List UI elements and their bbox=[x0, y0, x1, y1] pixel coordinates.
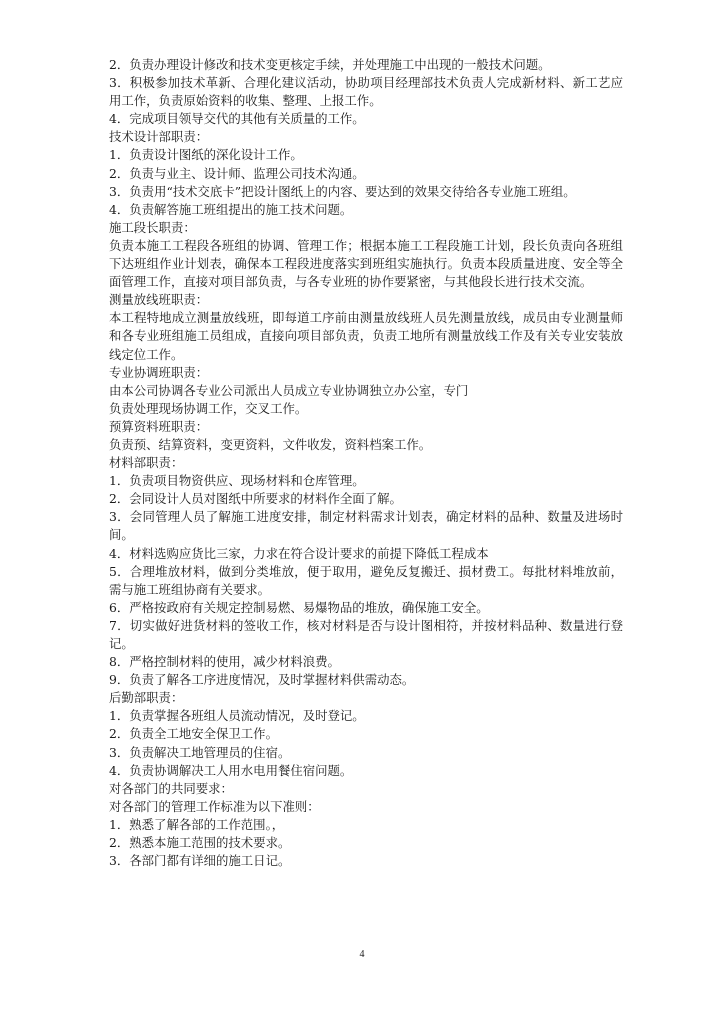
paragraph: 4．完成项目领导交代的其他有关质量的工作。 bbox=[109, 111, 365, 127]
paragraph: 负责处理现场协调工作，交叉工作。 bbox=[109, 400, 308, 416]
paragraph: 2．负责办理设计修改和技术变更核定手续，并处理施工中出现的一般技术问题。 bbox=[109, 57, 551, 72]
paragraph: 测量放线班职责： bbox=[109, 292, 209, 308]
paragraph: 4．负责协调解决工人用水电用餐住宿问题。 bbox=[109, 762, 353, 778]
paragraph: 技术设计部职责： bbox=[109, 129, 209, 145]
paragraph: 8．严格控制材料的使用，减少材料浪费。 bbox=[109, 654, 340, 670]
paragraph: 4．材料选购应货比三家，力求在符合设计要求的前提下降低工程成本 bbox=[109, 545, 489, 561]
paragraph: 对各部门的共同要求： bbox=[109, 780, 233, 796]
paragraph: 专业协调班职责： bbox=[109, 364, 209, 380]
paragraph: 3．会同管理人员了解施工进度安排，制定材料需求计划表，确定材料的品种、数量及进场时间。 bbox=[109, 509, 623, 543]
paragraph: 负责本施工工程段各班组的协调、管理工作；根据本施工工程段施工计划，段长负责向各班组下达班组作业计划表，确保本工程段进度落实到班组实施执行。负责本段质量进度、安全等全面管理工作，直接对项目部负责，与各专业班的协作要紧密，与其他段长进行技术交流。 bbox=[109, 237, 623, 290]
paragraph: 由本公司协调各专业公司派出人员成立专业协调独立办公室，专门 bbox=[109, 382, 469, 398]
paragraph: 2．负责全工地安全保卫工作。 bbox=[109, 726, 278, 742]
paragraph: 预算资料班职责： bbox=[109, 418, 209, 434]
paragraph: 本工程特地成立测量放线班，即每道工序前由测量放线班人员先测量放线，成员由专业测量师和各专业班组施工员组成，直接向项目部负责，负责工地所有测量放线工作及有关专业安装放线定位工作。 bbox=[109, 310, 623, 362]
paragraph: 3．负责用“技术交底卡”把设计图纸上的内容、要达到的效果交待给各专业施工班组。 bbox=[109, 183, 576, 199]
paragraph: 对各部门的管理工作标准为以下准则： bbox=[109, 798, 320, 814]
paragraph: 负责预、结算资料，变更资料，文件收发，资料档案工作。 bbox=[109, 436, 432, 452]
paragraph: 2．会同设计人员对图纸中所要求的材料作全面了解。 bbox=[109, 491, 402, 507]
paragraph: 1．负责掌握各班组人员流动情况，及时登记。 bbox=[109, 708, 365, 724]
paragraph: 1．负责设计图纸的深化设计工作。 bbox=[109, 147, 303, 163]
paragraph: 5．合理堆放材料，做到分类堆放，便于取用，避免反复搬迁、损材费工。每批材料堆放前，需与施工班组协商有关要求。 bbox=[109, 563, 623, 597]
paragraph: 1．熟悉了解各部的工作范围。， bbox=[109, 816, 285, 832]
paragraph: 施工段长职责： bbox=[109, 219, 196, 235]
paragraph: 后勤部职责： bbox=[109, 690, 184, 706]
paragraph: 3．各部门都有详细的施工日记。 bbox=[109, 853, 291, 869]
paragraph: 4．负责解答施工班组提出的施工技术问题。 bbox=[109, 201, 353, 217]
paragraph: 3．积极参加技术革新、合理化建议活动，协助项目经理部技术负责人完成新材料、新工艺应用工作，负责原始资料的收集、整理、上报工作。 bbox=[109, 75, 623, 109]
paragraph: 材料部职责： bbox=[109, 455, 184, 471]
paragraph: 2．负责与业主、设计师、监理公司技术沟通。 bbox=[109, 165, 365, 181]
paragraph: 7．切实做好进货材料的签收工作，核对材料是否与设计图相符，并按材料品种、数量进行登记。 bbox=[109, 617, 623, 651]
paragraph: 6．严格按政府有关规定控制易燃、易爆物品的堆放，确保施工安全。 bbox=[109, 599, 489, 615]
page-number: 4 bbox=[359, 949, 365, 960]
paragraph: 3．负责解决工地管理员的住宿。 bbox=[109, 744, 291, 760]
paragraph: 9．负责了解各工序进度情况，及时掌握材料供需动态。 bbox=[109, 672, 415, 688]
paragraph: 2．熟悉本施工范围的技术要求。 bbox=[109, 835, 291, 851]
document-body bbox=[109, 56, 623, 870]
paragraph: 1．负责项目物资供应、现场材料和仓库管理。 bbox=[109, 473, 365, 489]
